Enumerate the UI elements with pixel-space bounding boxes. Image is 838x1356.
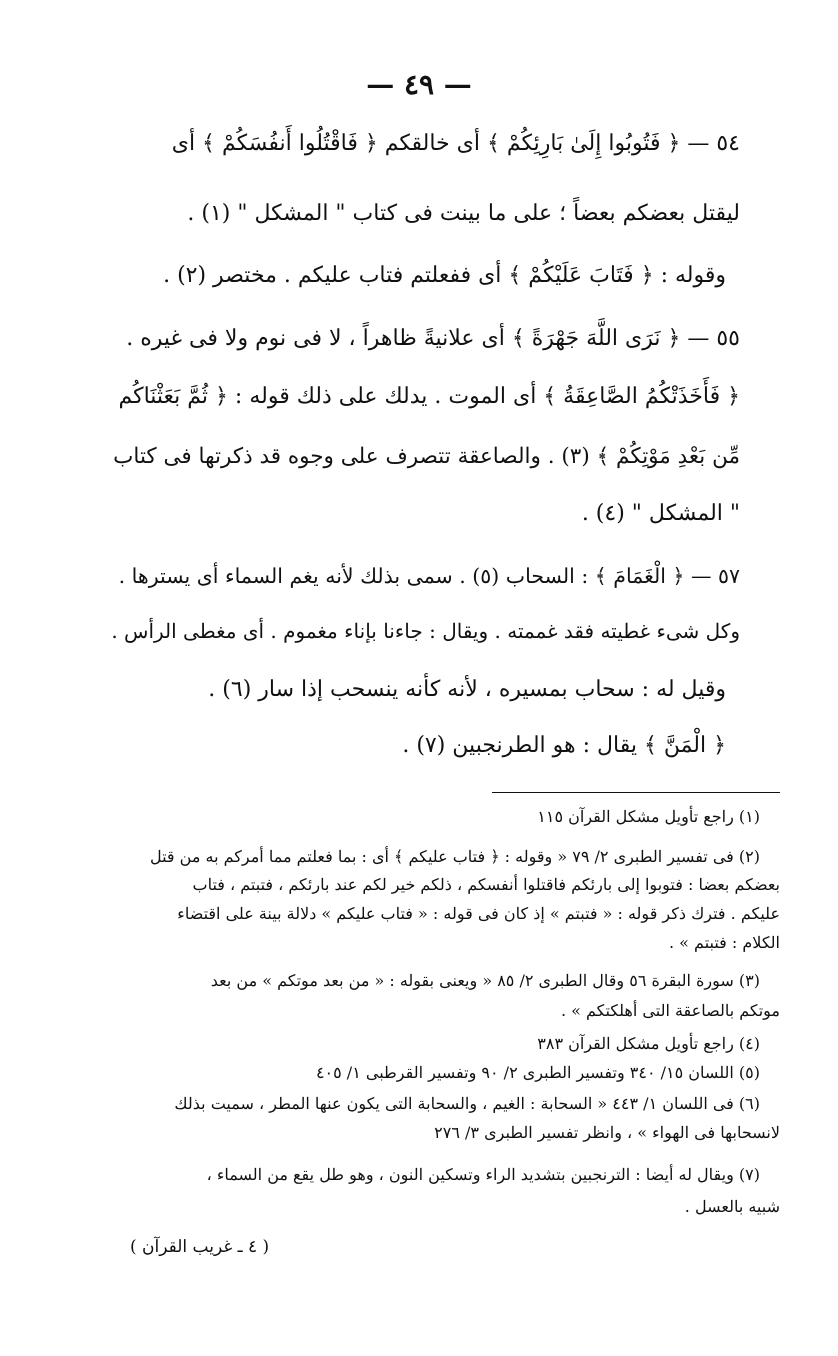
footnote-line: (٢) فى تفسير الطبرى ٢/ ٧٩ « وقوله : ﴿ فتاب عليكم ﴾ أى : بما فعلتم مما أمركم به من قتل bbox=[149, 847, 760, 866]
footnote-line: (٤) راجع تأويل مشكل القرآن ٣٨٣ bbox=[537, 1034, 760, 1053]
text-line: وقوله : ﴿ فَتَابَ عَلَيْكُمْ ﴾ أى ففعلتم فتاب عليكم . مختصر (٢) . bbox=[163, 263, 726, 288]
page-number: — ٤٩ — bbox=[366, 68, 472, 101]
signature-mark: ( ٤ ـ غريب القرآن ) bbox=[130, 1237, 270, 1257]
text-line: مِّن بَعْدِ مَوْتِكُمْ ﴾ (٣) . والصاعقة تتصرف على وجوه قد ذكرتها فى كتاب bbox=[113, 444, 740, 469]
text-line: ليقتل بعضكم بعضاً ؛ على ما بينت فى كتاب " المشكل " (١) . bbox=[187, 201, 740, 226]
footnote-line: شبيه بالعسل . bbox=[684, 1197, 780, 1216]
footnote-line: (٣) سورة البقرة ٥٦ وقال الطبرى ٢/ ٨٥ « ويعنى بقوله : « من بعد موتكم » من بعد bbox=[210, 971, 760, 990]
footnote-line: بعضكم بعضا : فتوبوا إلى بارئكم فاقتلوا أنفسكم ، ذلكم خير لكم عند بارئكم ، فتبتم ، فتاب bbox=[192, 875, 780, 894]
text-line: ﴿ فَأَخَذَتْكُمُ الصَّاعِقَةُ ﴾ أى الموت . يدلك على ذلك قوله : ﴿ ثُمَّ بَعَثْنَاكُم bbox=[118, 384, 740, 409]
text-line: ٥٥ — ﴿ نَرَى اللَّهَ جَهْرَةً ﴾ أى علانيةً ظاهراً ، لا فى نوم ولا فى غيره . bbox=[126, 326, 740, 351]
text-line: وقيل له : سحاب بمسيره ، لأنه كأنه ينسحب إذا سار (٦) . bbox=[208, 677, 726, 702]
text-line: " المشكل " (٤) . bbox=[581, 501, 740, 526]
text-line: ٥٤ — ﴿ فَتُوبُوا إِلَىٰ بَارِئِكُمْ ﴾ أى خالقكم ﴿ فَاقْتُلُوا أَنفُسَكُمْ ﴾ أى bbox=[171, 131, 740, 156]
footnote-line: (٧) ويقال له أيضا : الترنجبين بتشديد الراء وتسكين النون ، وهو طل يقع من السماء ، bbox=[206, 1165, 760, 1184]
footnote-line: عليكم . فترك ذكر قوله : « فتبتم » إذ كان فى قوله : « فتاب عليكم » دلالة بينة على اقتضاء bbox=[177, 904, 780, 923]
text-line: وكل شىء غطيته فقد غممته . ويقال : جاءنا بإناء مغموم . أى مغطى الرأس . bbox=[111, 619, 740, 643]
footnote-line: الكلام : فتبتم » . bbox=[669, 933, 780, 952]
footnote-line: (٦) فى اللسان ١/ ٤٤٣ « السحابة : الغيم ، والسحابة التى يكون عنها المطر ، سميت بذلك bbox=[174, 1094, 760, 1113]
footnote-line: (١) راجع تأويل مشكل القرآن ١١٥ bbox=[537, 807, 760, 826]
footnote-line: موتكم بالصاعقة التى أهلكتكم » . bbox=[560, 1001, 780, 1020]
text-line: ﴿ الْمَنَّ ﴾ يقال : هو الطرنجبين (٧) . bbox=[402, 733, 726, 758]
footnote-divider bbox=[492, 792, 780, 793]
footnote-line: لانسحابها فى الهواء » ، وانظر تفسير الطبرى ٣/ ٢٧٦ bbox=[434, 1123, 780, 1142]
text-line: ٥٧ — ﴿ الْغَمَامَ ﴾ : السحاب (٥) . سمى بذلك لأنه يغم السماء أى يسترها . bbox=[118, 564, 740, 588]
footnote-line: (٥) اللسان ١٥/ ٣٤٠ وتفسير الطبرى ٢/ ٩٠ وتفسير القرطبى ١/ ٤٠٥ bbox=[315, 1063, 760, 1082]
